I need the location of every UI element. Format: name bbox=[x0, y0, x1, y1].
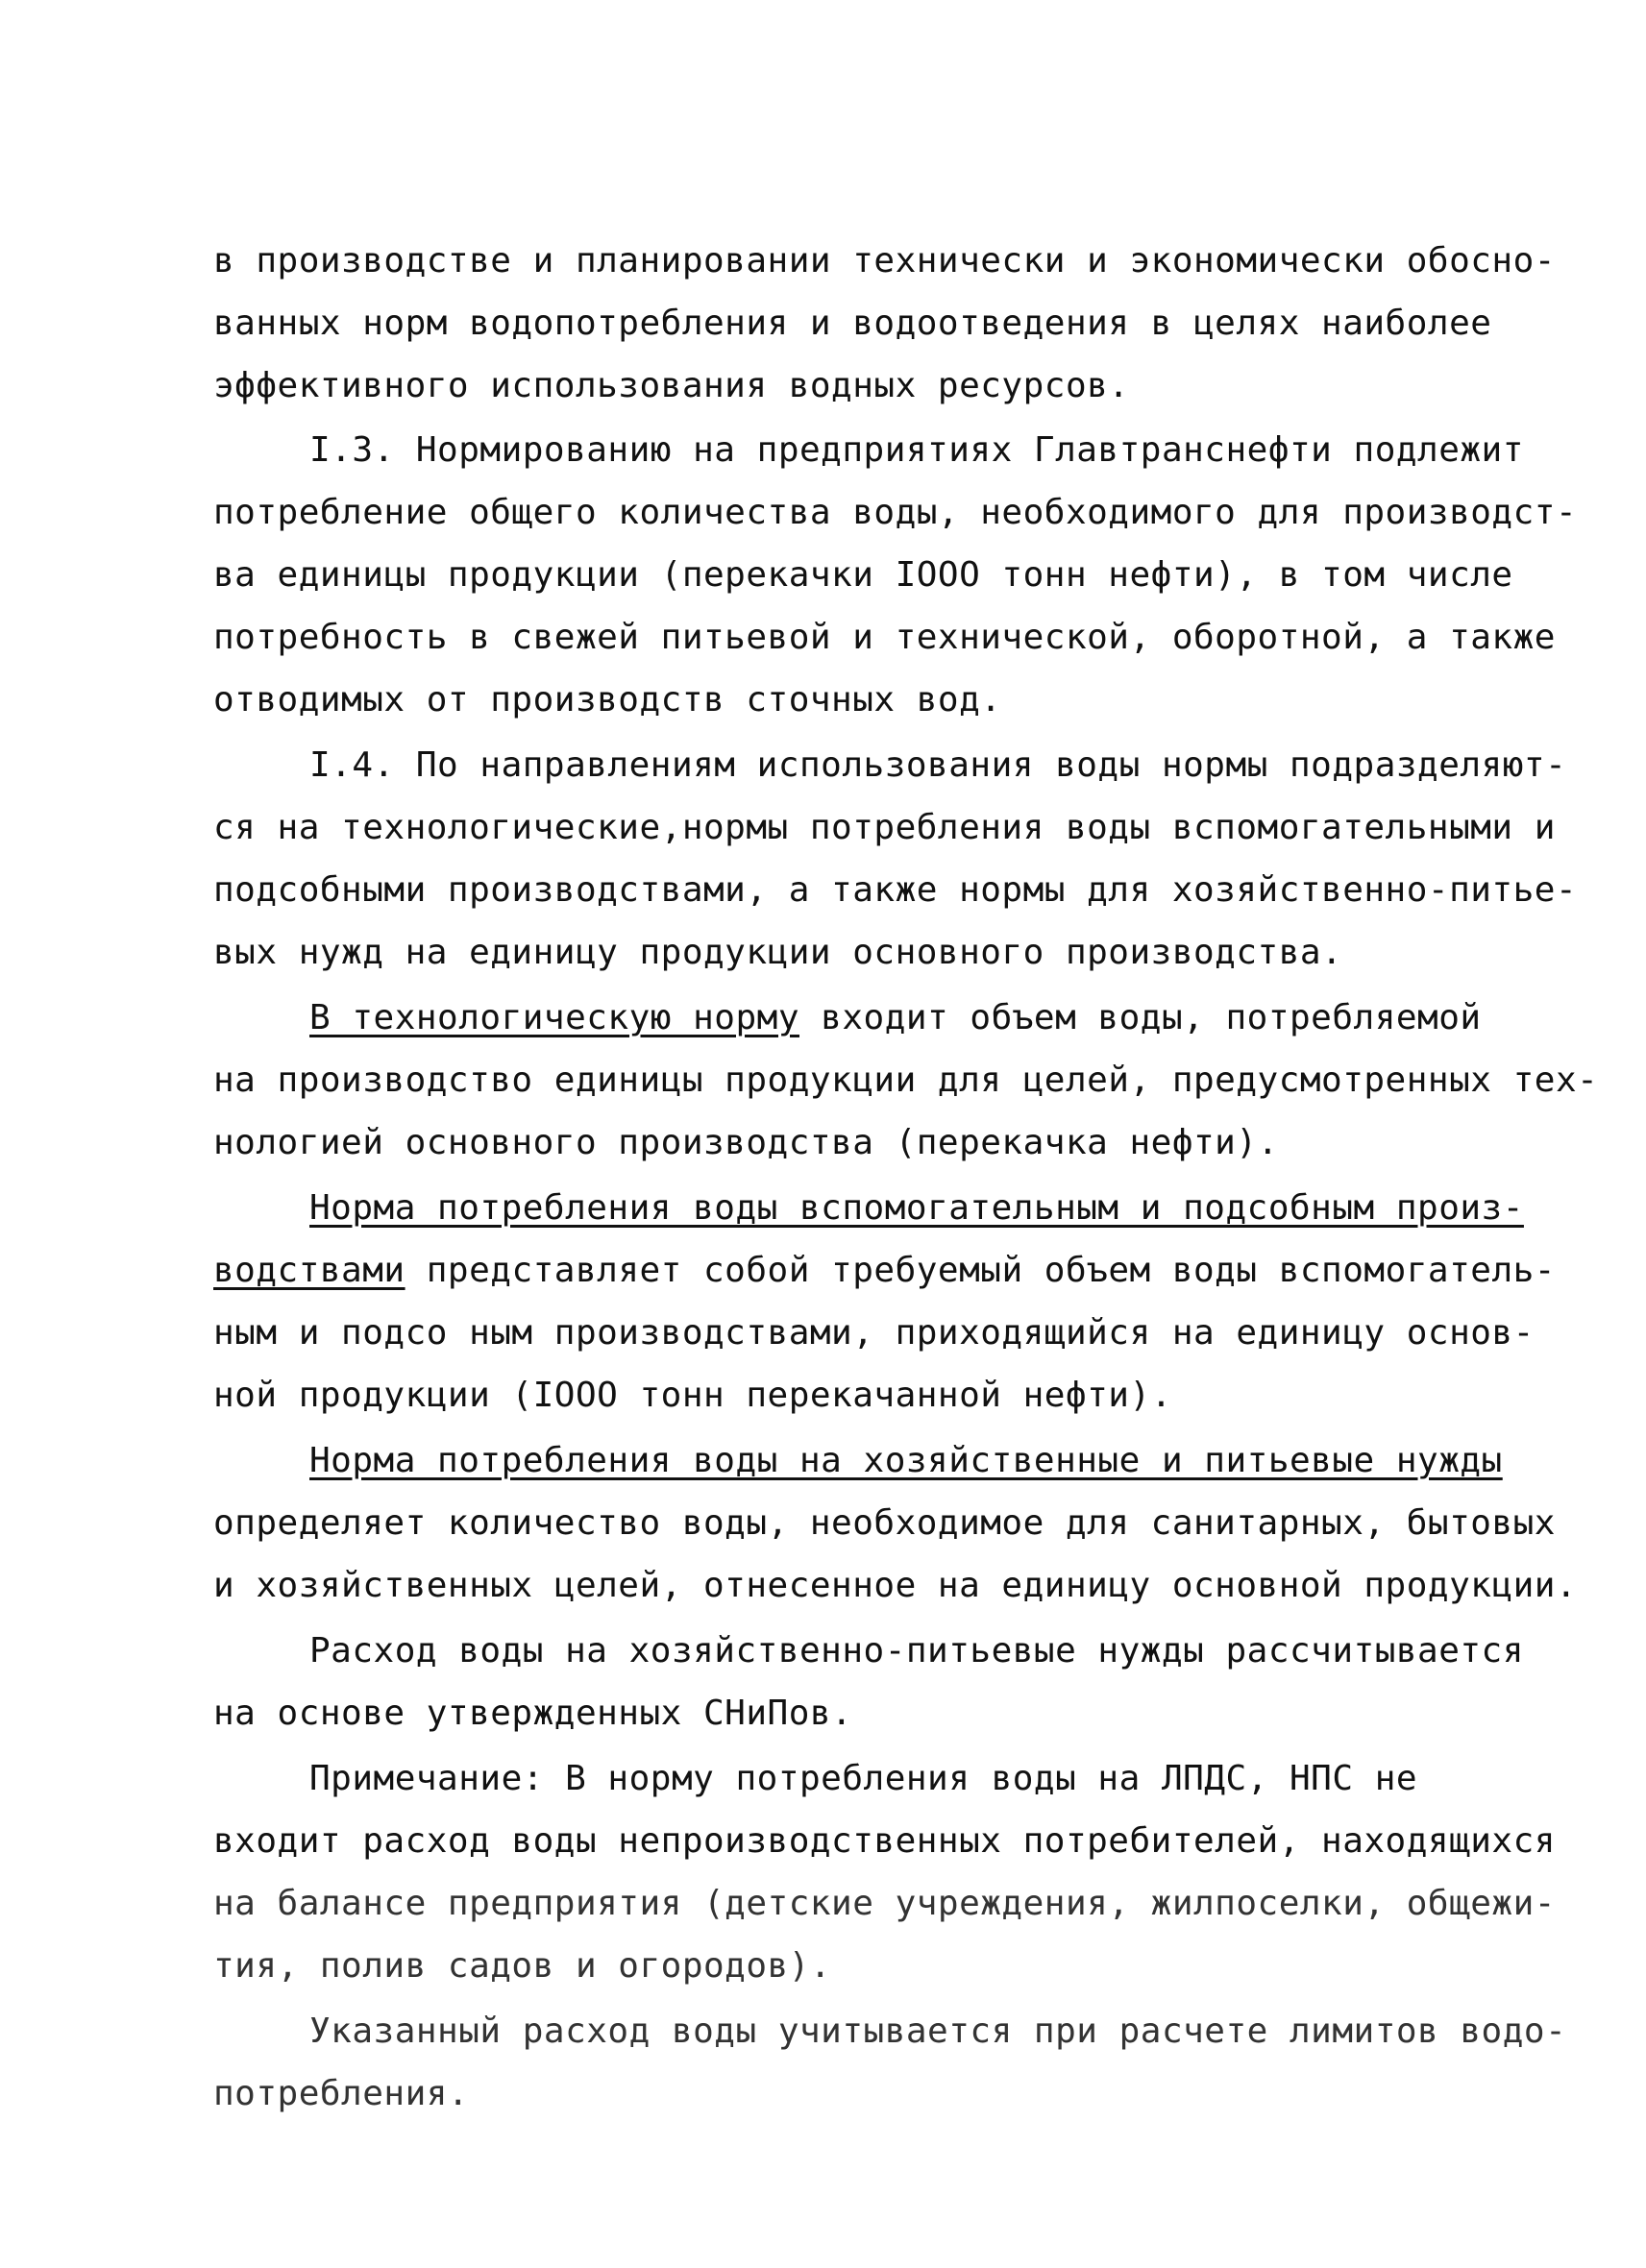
text-line: потребность в свежей питьевой и технической, оборотной, а также bbox=[213, 618, 1556, 657]
text-line: определяет количество воды, необходимое для санитарных, бытовых bbox=[213, 1503, 1556, 1543]
text-line: ным и подсо ным производствами, приходящийся на единицу основ- bbox=[213, 1313, 1535, 1353]
text-line bbox=[213, 1248, 1556, 1294]
text-line: вых нужд на единицу продукции основного производства. bbox=[213, 933, 1343, 972]
underlined-term: В технологическую норму bbox=[309, 998, 799, 1037]
text-line: I.3. Нормированию на предприятиях Главтранснефти подлежит bbox=[309, 430, 1524, 470]
text-line: Примечание: В норму потребления воды на ЛПДС, НПС не bbox=[309, 1759, 1418, 1798]
text-line: ся на технологические,нормы потребления воды вспомогательными и bbox=[213, 808, 1556, 847]
text-line: входит расход воды непроизводственных потребителей, находящихся bbox=[213, 1821, 1556, 1861]
text-line: I.4. По направлениям использования воды нормы подразделяют- bbox=[309, 745, 1567, 785]
line-rest: входит объем воды, потребляемой bbox=[799, 998, 1482, 1037]
text-line: отводимых от производств сточных вод. bbox=[213, 680, 1002, 719]
text-line: потребление общего количества воды, необходимого для производст- bbox=[213, 493, 1578, 532]
text-line: в производстве и планировании технически и экономически обосно- bbox=[213, 241, 1556, 280]
text-line: Расход воды на хозяйственно-питьевые нужды рассчитывается bbox=[309, 1631, 1524, 1671]
text-line: Указанный расход воды учитывается при расчете лимитов водо- bbox=[309, 2012, 1567, 2051]
text-line: ванных норм водопотребления и водоотведения в целях наиболее bbox=[213, 304, 1492, 343]
underlined-term: Норма потребления воды на хозяйственные и питьевые нужды bbox=[309, 1441, 1503, 1480]
text-line: нологией основного производства (перекачка нефти). bbox=[213, 1123, 1279, 1162]
text-line: на основе утвержденных СНиПов. bbox=[213, 1694, 853, 1733]
text-line: и хозяйственных целей, отнесенное на единицу основной продукции. bbox=[213, 1566, 1578, 1605]
text-line: эффективного использования водных ресурсов. bbox=[213, 366, 1130, 405]
text-line bbox=[309, 1185, 1524, 1232]
text-line: тия, полив садов и огородов). bbox=[213, 1946, 832, 1986]
line-rest: представляет собой требуемый объем воды вспомогатель- bbox=[405, 1251, 1556, 1290]
underlined-term: Норма потребления воды вспомогательным и подсобным произ- bbox=[309, 1188, 1524, 1228]
underlined-term: водствами bbox=[213, 1251, 405, 1290]
text-line: на производство единицы продукции для целей, предусмотренных тех- bbox=[213, 1061, 1599, 1100]
text-line: на балансе предприятия (детские учреждения, жилпоселки, общежи- bbox=[213, 1884, 1556, 1923]
text-line bbox=[309, 1438, 1503, 1484]
text-line bbox=[309, 995, 1482, 1041]
text-line: ной продукции (IOOO тонн перекачанной нефти). bbox=[213, 1376, 1172, 1415]
text-line: ва единицы продукции (перекачки IOOO тонн нефти), в том числе bbox=[213, 555, 1513, 595]
text-line: подсобными производствами, а также нормы для хозяйственно-питье- bbox=[213, 870, 1578, 910]
text-line: потребления. bbox=[213, 2074, 470, 2113]
